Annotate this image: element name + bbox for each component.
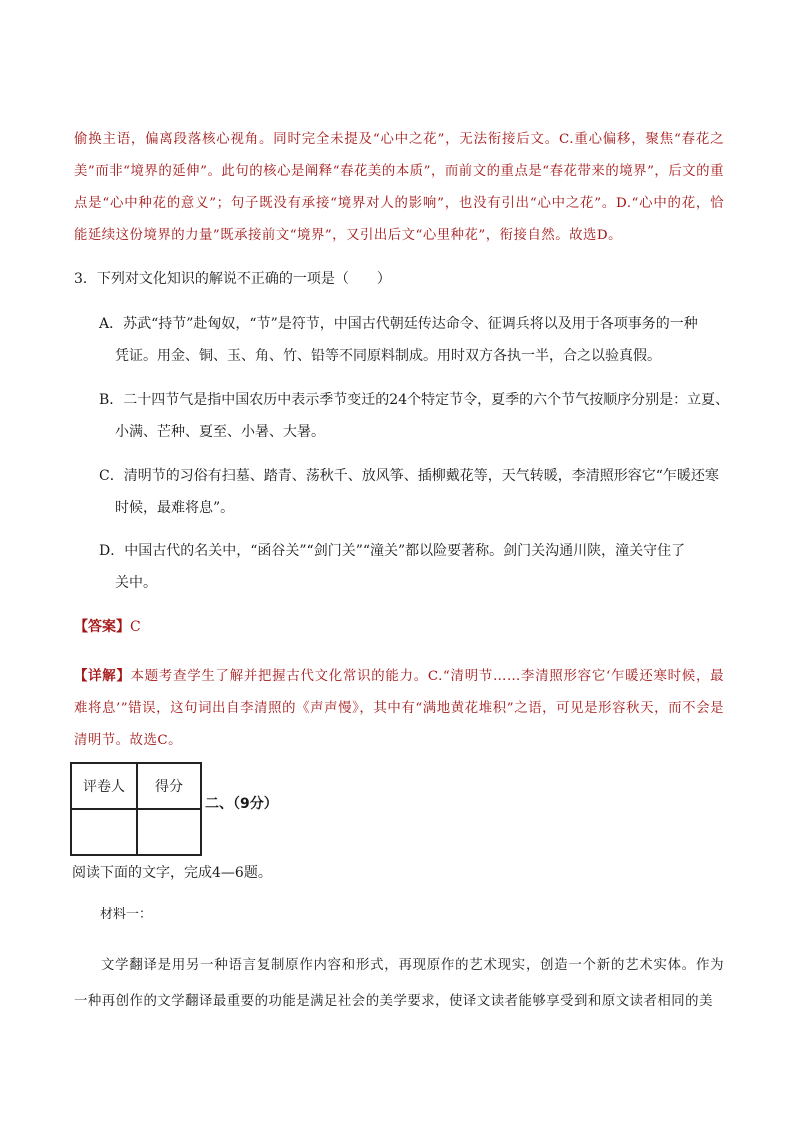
detail-label: 【详解】 <box>74 668 131 684</box>
score-table-cell-score <box>137 809 201 855</box>
option-b <box>99 384 739 448</box>
option-c-line2: 时候，最难将息”。 <box>115 500 235 516</box>
question-3-title: 3．下列对文化知识的解说不正确的一项是（ ） <box>74 271 391 287</box>
option-d-line2: 关中。 <box>115 575 157 591</box>
option-b-line1: B．二十四节气是指中国农历中表示季节变迁的24个特定节令，夏季的六个节气按顺序分别是：立夏、 <box>99 392 730 408</box>
material-1-text: 文学翻译是用另一种语言复制原作内容和形式，再现原作的艺术现实，创造一个新的艺术实体。作为一种再创作的文学翻译最重要的功能是满足社会的美学要求，使译文读者能够享受到和原文读者相同的美 <box>74 958 724 1009</box>
option-a-line1: A．苏武“持节”赴匈奴，“节”是符节，中国古代朝廷传达命令、征调兵将以及用于各项事务的一种 <box>99 316 698 332</box>
option-d <box>99 535 739 599</box>
explanation-continued: 偷换主语，偏离段落核心视角。同时完全未提及“心中之花”，无法衔接后文。C.重心偏移，聚焦“春花之美”而非“境界的延伸”。此句的核心是阐释“春花美的本质”，而前文的重点是“春花带来的境界”，后文的重点是“心中种花的意义”；句子既没有承接“境界对人的影响”，也没有引出“心中之花”。D.“心中的花，恰能延续这份境界的力量”既承接前文“境界”，又引出后文“心里种花”，衔接自然。故选D。 <box>74 132 724 243</box>
option-b-line2: 小满、芒种、夏至、小暑、大暑。 <box>115 424 325 440</box>
option-a <box>99 308 739 372</box>
option-c <box>99 460 739 524</box>
detail-text: 本题考查学生了解并把握古代文化常识的能力。C.“清明节……李清照形容它‘乍暖还寒时候，最难将息’”错误，这句词出自李清照的《声声慢》，其中有“满地黄花堆积”之语，可见是形容秋天，而不会是清明节。故选C。 <box>74 669 724 748</box>
option-c-line1: C．清明节的习俗有扫墓、踏青、荡秋千、放风筝、插柳戴花等，天气转暖，李清照形容它“乍暖还寒 <box>99 468 719 484</box>
detail <box>74 660 724 757</box>
option-d-line1: D．中国古代的名关中，“函谷关”“剑门关”“潼关”都以险要著称。剑门关沟通川陕，潼关守住了 <box>99 543 686 559</box>
score-table-header-score: 得分 <box>137 763 201 809</box>
score-table <box>70 762 202 856</box>
score-table-cell-reviewer <box>71 809 137 855</box>
material-1-label: 材料一： <box>100 907 153 922</box>
score-table-header-reviewer: 评卷人 <box>71 763 137 809</box>
answer <box>74 616 141 638</box>
option-a-line2: 凭证。用金、铜、玉、角、竹、铅等不同原料制成。用时双方各执一半，合之以验真假。 <box>115 348 661 364</box>
section-2-instruction: 阅读下面的文字，完成4—6题。 <box>72 865 272 881</box>
answer-label: 【答案】 <box>74 619 130 635</box>
section-2-title: 二、（9分） <box>205 796 278 812</box>
answer-value: C <box>130 619 141 635</box>
